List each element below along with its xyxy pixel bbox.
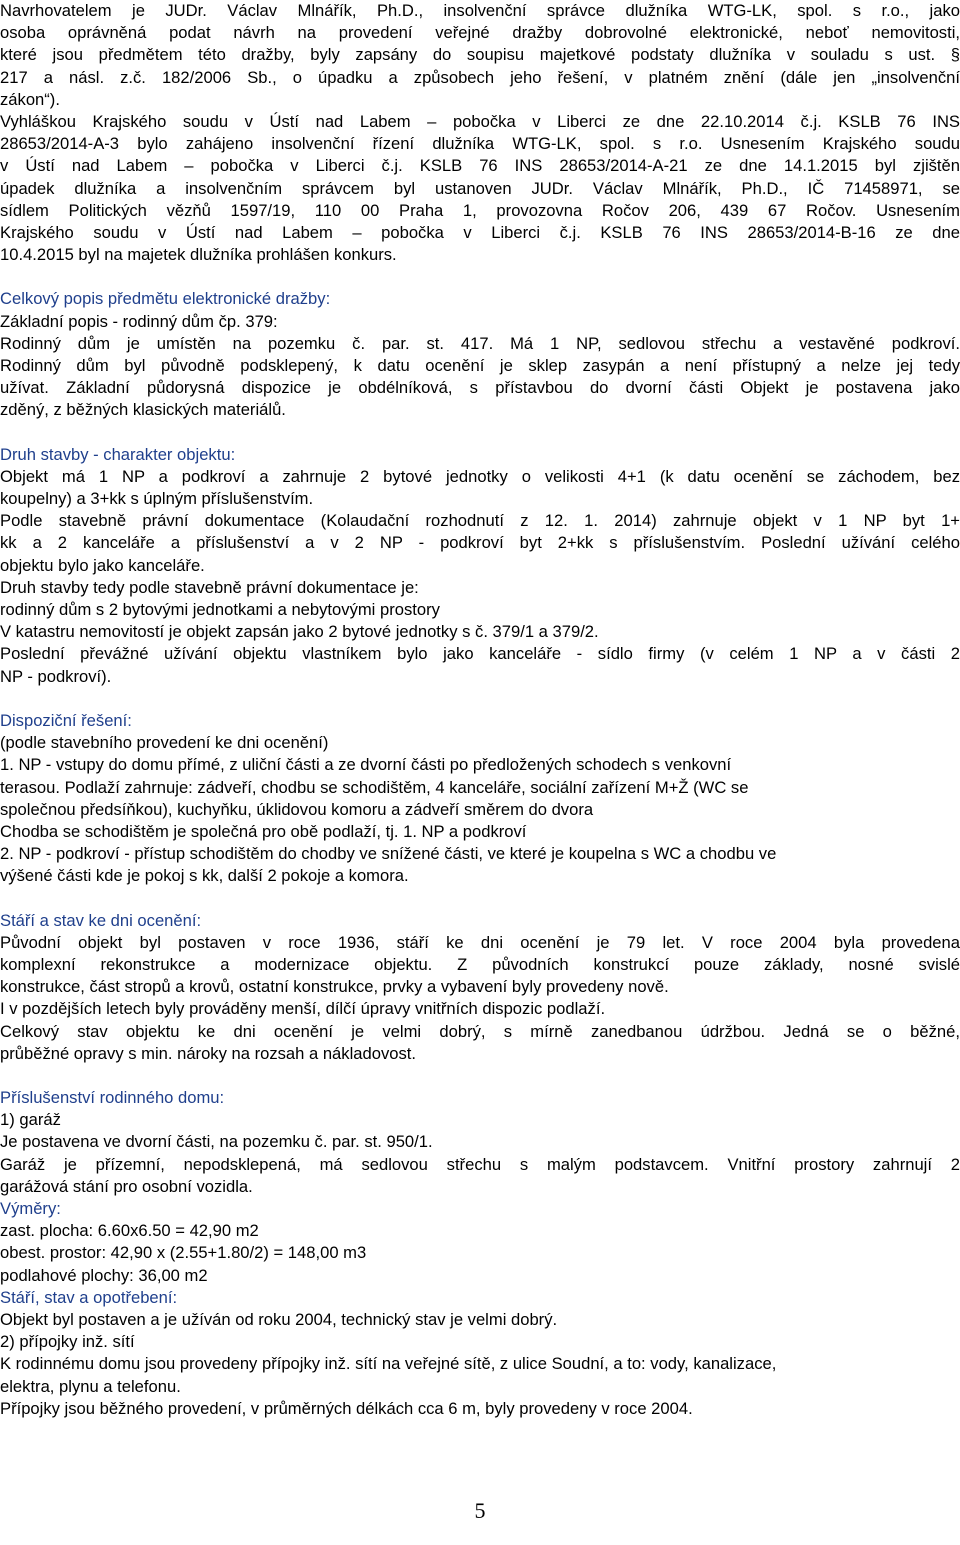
- text-line: V katastru nemovitostí je objekt zapsán jako 2 bytové jednotky s č. 379/1 a 379/2.: [0, 622, 599, 642]
- text-line: 2) přípojky inž. sítí: [0, 1332, 135, 1352]
- text-line: užívat. Základní půdorysná dispozice je obdélníková, s přístavbou do dvorní části Objekt je postavena jako: [0, 378, 960, 398]
- text-line: koupelny) a 3+kk s úplným příslušenstvím.: [0, 489, 314, 509]
- building-type-section: [0, 444, 960, 688]
- accessories-section: [0, 1087, 960, 1420]
- text-line: zast. plocha: 6.60x6.50 = 42,90 m2: [0, 1221, 259, 1241]
- text-line: 217 a násl. z.č. 182/2006 Sb., o úpadku a způsobech jeho řešení, v platném znění (dále jen „insolvenční: [0, 67, 960, 87]
- text-line: zákon“).: [0, 89, 60, 109]
- text-line: úpadek dlužníka a insolvenčním správcem byl ustanoven JUDr. Václav Mlnářík, Ph.D., IČ 71458971, se: [0, 178, 960, 198]
- text-line: Přípojky jsou běžného provedení, v průměrných délkách cca 6 m, byly provedeny v roce 2004.: [0, 1398, 693, 1418]
- text-line: Rodinný dům je umístěn na pozemku č. par. st. 417. Má 1 NP, sedlovou střechu a vestavěné podkroví.: [0, 333, 960, 353]
- text-line: 1) garáž: [0, 1110, 61, 1130]
- text-line: které jsou předmětem této dražby, byly zapsány do soupisu majetkové podstaty dlužníka v souladu s ust. §: [0, 45, 960, 65]
- text-line: terasou. Podlaží zahrnuje: zádveří, chodbu se schodištěm, 4 kanceláře, sociální zařízení M+Ž (WC se: [0, 777, 749, 797]
- text-line: sídlem Politických vězňů 1597/19, 110 00 Praha 1, provozovna Ročov 206, 439 67 Ročov. Usnesením: [0, 200, 960, 220]
- spacer: [0, 1065, 960, 1087]
- intro-paragraph: [0, 0, 960, 266]
- text-line: společnou předsíňkou), kuchyňku, úklidovou komoru a zádveří směrem do dvora: [0, 799, 594, 819]
- text-line: garážová stání pro osobní vozidla.: [0, 1176, 253, 1196]
- text-line: Základní popis - rodinný dům čp. 379:: [0, 311, 278, 331]
- section-heading-building-type: Druh stavby - charakter objektu:: [0, 444, 236, 464]
- spacer: [0, 888, 960, 910]
- text-line: objektu bylo jako kanceláře.: [0, 555, 205, 575]
- text-line: Garáž je přízemní, nepodsklepená, má sedlovou střechu s malým podstavcem. Vnitřní prostory zahrnují 2: [0, 1154, 960, 1174]
- section-heading-condition: Stáří a stav ke dni ocenění:: [0, 910, 202, 930]
- spacer: [0, 266, 960, 288]
- text-line: Poslední převážné užívání objektu vlastníkem bylo jako kanceláře - sídlo firmy (v celém 1 NP a v části 2: [0, 644, 960, 664]
- text-line: průběžné opravy s min. nároky na rozsah a nákladovost.: [0, 1043, 416, 1063]
- text-line: Navrhovatelem je JUDr. Václav Mlnářík, Ph.D., insolvenční správce dlužníka WTG-LK, spol. s r.o., jako: [0, 1, 960, 20]
- text-line: 2. NP - podkroví - přístup schodištěm do chodby ve snížené části, ve které je koupelna s WC a chodbu ve: [0, 844, 777, 864]
- text-line: výšené části kde je pokoj s kk, další 2 pokoje a komora.: [0, 866, 409, 886]
- text-line: Krajského soudu v Ústí nad Labem – pobočka v Liberci č.j. KSLB 76 INS 28653/2014-B-16 ze dne: [0, 223, 960, 243]
- text-line: Rodinný dům byl původně podsklepený, k datu ocenění je sklep zasypán a není přístupný a nelze jej tedy: [0, 356, 960, 376]
- text-line: zděný, z běžných klasických materiálů.: [0, 400, 286, 420]
- text-line: Původní objekt byl postaven v roce 1936, stáří ke dni ocenění je 79 let. V roce 2004 byla provedena: [0, 932, 960, 952]
- text-line: osoba oprávněná podat návrh na provedení veřejné dražby dobrovolné elektronické, neboť nemovitosti,: [0, 23, 960, 43]
- text-line: rodinný dům s 2 bytovými jednotkami a nebytovými prostory: [0, 600, 440, 620]
- spacer: [0, 422, 960, 444]
- subheading-dimensions: Výměry:: [0, 1198, 61, 1218]
- text-line: Chodba se schodištěm je společná pro obě podlaží, tj. 1. NP a podkroví: [0, 821, 527, 841]
- text-line: 10.4.2015 byl na majetek dlužníka prohlášen konkurs.: [0, 245, 397, 265]
- text-line: Objekt byl postaven a je užíván od roku 2004, technický stav je velmi dobrý.: [0, 1309, 558, 1329]
- text-line: NP - podkroví).: [0, 666, 112, 686]
- section-heading-layout: Dispoziční řešení:: [0, 710, 132, 730]
- text-line: 1. NP - vstupy do domu přímé, z uliční části a ze dvorní části po předložených schodech s venkovní: [0, 755, 732, 775]
- text-line: obest. prostor: 42,90 x (2.55+1.80/2) = 148,00 m3: [0, 1243, 367, 1263]
- text-line: I v pozdějších letech byly prováděny menší, dílčí úpravy vnitřních dispozic podlaží.: [0, 999, 606, 1019]
- subheading-age-condition: Stáří, stav a opotřebení:: [0, 1287, 178, 1307]
- page-number: 5: [474, 1498, 486, 1523]
- text-line: Vyhláškou Krajského soudu v Ústí nad Labem – pobočka v Liberci ze dne 22.10.2014 č.j. KSLB 76 INS: [0, 112, 960, 132]
- spacer: [0, 688, 960, 710]
- layout-section: [0, 710, 960, 888]
- text-line: Objekt má 1 NP a podkroví a zahrnuje 2 bytové jednotky o velikosti 4+1 (k datu ocenění se záchodem, bez: [0, 466, 960, 486]
- condition-section: [0, 910, 960, 1065]
- text-line: elektra, plynu a telefonu.: [0, 1376, 181, 1396]
- text-line: (podle stavebního provedení ke dni ocenění): [0, 733, 329, 753]
- text-line: 28653/2014-A-3 bylo zahájeno insolvenční řízení dlužníka WTG-LK, spol. s r.o. Usnesením Krajského soudu: [0, 134, 960, 154]
- text-line: komplexní rekonstrukce a modernizace objektu. Z původních konstrukcí pouze základy, nosné svislé: [0, 954, 960, 974]
- text-line: Celkový stav objektu ke dni ocenění je velmi dobrý, s mírně zanedbanou údržbou. Jedná se o běžné,: [0, 1021, 960, 1041]
- text-line: konstrukce, část stropů a krovů, ostatní konstrukce, prvky a vybavení byly provedeny nově.: [0, 977, 669, 997]
- description-section: [0, 288, 960, 421]
- text-line: Druh stavby tedy podle stavebně právní dokumentace je:: [0, 577, 419, 597]
- text-line: v Ústí nad Labem – pobočka v Liberci č.j. KSLB 76 INS 28653/2014-A-21 ze dne 14.1.2015 byl zjištěn: [0, 156, 960, 176]
- text-line: kk a 2 kanceláře a příslušenství a v 2 NP - podkroví byt 2+kk s příslušenstvím. Poslední užívání celého: [0, 533, 960, 553]
- text-line: Podle stavebně právní dokumentace (Kolaudační rozhodnutí z 12. 1. 2014) zahrnuje objekt v 1 NP byt 1+: [0, 511, 960, 531]
- section-heading-description: Celkový popis předmětu elektronické dražby:: [0, 289, 331, 309]
- section-heading-accessories: Příslušenství rodinného domu:: [0, 1087, 225, 1107]
- text-line: K rodinnému domu jsou provedeny přípojky inž. sítí na veřejné sítě, z ulice Soudní, a to: vody, kanalizace,: [0, 1354, 777, 1374]
- text-line: Je postavena ve dvorní části, na pozemku č. par. st. 950/1.: [0, 1132, 433, 1152]
- text-line: podlahové plochy: 36,00 m2: [0, 1265, 208, 1285]
